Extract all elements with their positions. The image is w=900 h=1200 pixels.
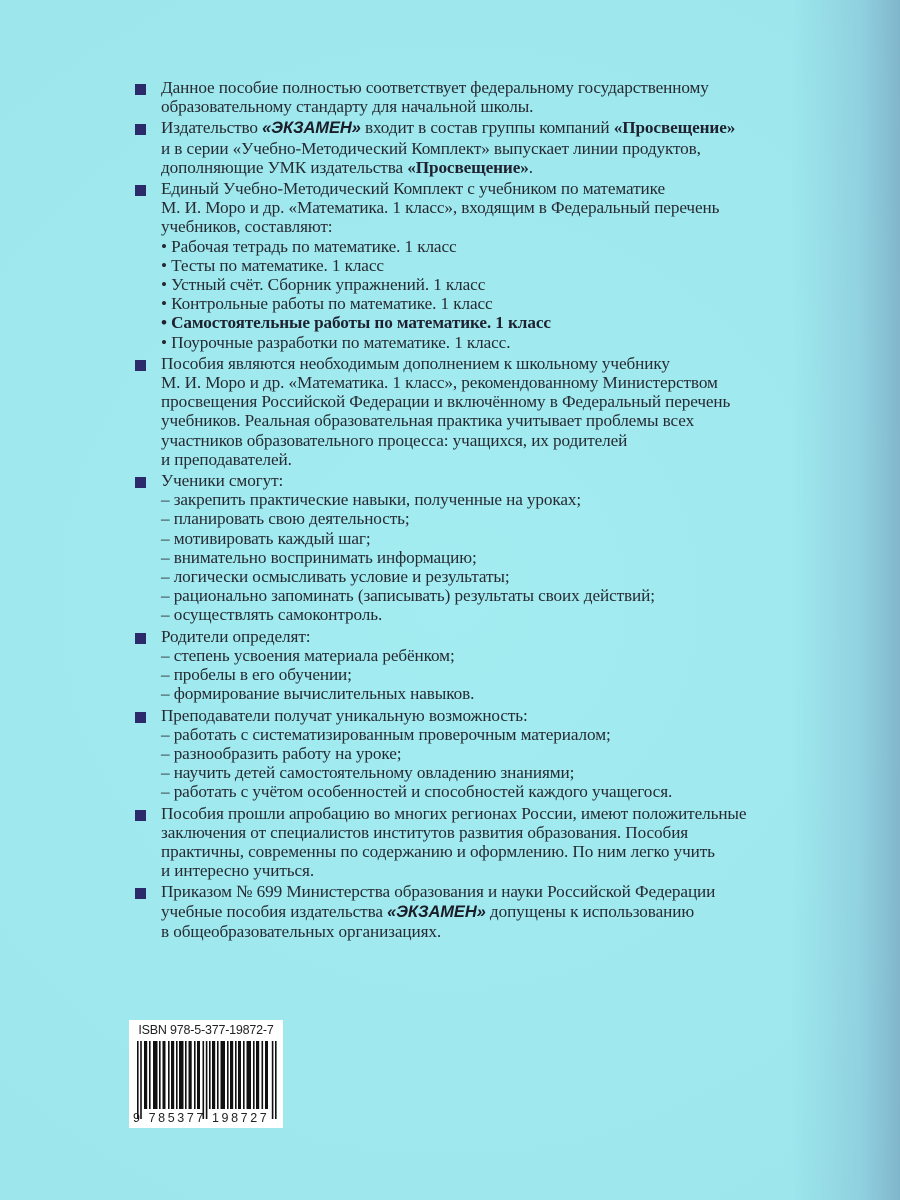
text-line: М. И. Моро и др. «Математика. 1 класс», рекомендованному Министерством (161, 373, 718, 393)
text-line: – научить детей самостоятельному овладению знаниями; (161, 763, 575, 783)
square-bullet-icon (135, 633, 146, 644)
text-line (161, 118, 831, 138)
paragraph-students (131, 471, 831, 625)
paragraph-teachers (131, 706, 831, 802)
text-line: образовательному стандарту для начальной школы. (161, 97, 534, 117)
text-line: – работать с систематизированным проверочным материалом; (161, 724, 611, 744)
list-item: • Поурочные разработки по математике. 1 класс. (161, 333, 831, 352)
square-bullet-icon (135, 888, 146, 899)
text-span: дополняющие УМК издательства (161, 157, 408, 177)
text-line: – закрепить практические навыки, полученные на уроках; (161, 490, 582, 510)
text-line: – осуществлять самоконтроль. (161, 605, 383, 625)
list-item: • Устный счёт. Сборник упражнений. 1 класс (161, 275, 831, 294)
text-span: допущены к использованию (485, 901, 695, 921)
text-line: просвещения Российской Федерации и включённому в Федеральный перечень (161, 392, 731, 412)
text-span: Издательство (161, 118, 263, 138)
barcode-bars-icon (137, 1041, 277, 1119)
text-line: – планировать свою деятельность; (161, 509, 410, 529)
publisher-brand: «ЭКЗАМЕН» (262, 119, 361, 138)
text-line: практичны, современны по содержанию и оформлению. По ним легко учить (161, 841, 715, 861)
text-line (161, 902, 831, 922)
square-bullet-icon (135, 185, 146, 196)
publisher-brand: «ЭКЗАМЕН» (387, 902, 486, 921)
paragraph-approbation (131, 804, 831, 881)
list-item: • Тесты по математике. 1 класс (161, 256, 831, 275)
text-line: Преподаватели получат уникальную возможность: (161, 705, 528, 725)
text-line: – степень усвоения материала ребёнком; (161, 645, 455, 665)
list-item: • Рабочая тетрадь по математике. 1 класс (161, 237, 831, 256)
isbn-label: ISBN 978-5-377-19872-7 (138, 1023, 274, 1037)
square-bullet-icon (135, 712, 146, 723)
text-line: Пособия прошли апробацию во многих регионах России, имеют положительные (161, 803, 747, 823)
text-line: – формирование вычислительных навыков. (161, 684, 475, 704)
square-bullet-icon (135, 477, 146, 488)
ean-digits: 9 785377 198727 (133, 1111, 270, 1125)
square-bullet-icon (135, 360, 146, 371)
text-line (161, 158, 831, 177)
text-line: участников образовательного процесса: учащихся, их родителей (161, 430, 628, 450)
text-line: и преподавателей. (161, 449, 292, 469)
text-line: – мотивировать каждый шаг; (161, 528, 371, 548)
paragraph-supplement (131, 354, 831, 469)
paragraph-parents (131, 627, 831, 704)
text-line: Пособия являются необходимым дополнением к школьному учебнику (161, 353, 670, 373)
text-line: – разнообразить работу на уроке; (161, 743, 402, 763)
square-bullet-icon (135, 84, 146, 95)
text-line: в общеобразовательных организациях. (161, 921, 442, 941)
paragraph-umk-list (131, 179, 831, 352)
text-line: Данное пособие полностью соответствует федеральному государственному (161, 78, 709, 97)
text-line: Приказом № 699 Министерства образования и науки Российской Федерации (161, 882, 716, 902)
square-bullet-icon (135, 810, 146, 821)
text-line: Единый Учебно-Методический Комплект с учебником по математике (161, 179, 665, 199)
prosveshchenie-brand: «Просвещение» (407, 157, 529, 177)
text-line: – логически осмысливать условие и результаты; (161, 567, 510, 587)
list-item-highlighted: • Самостоятельные работы по математике. 1 класс (161, 313, 831, 332)
text-line: Родители определят: (161, 626, 311, 646)
text-line: – рационально запоминать (записывать) результаты своих действий; (161, 586, 655, 606)
text-line: и в серии «Учебно-Методический Комплект» выпускает линии продуктов, (161, 138, 701, 158)
text-line: заключения от специалистов институтов развития образования. Пособия (161, 822, 689, 842)
square-bullet-icon (135, 124, 146, 135)
text-span: входит в состав группы компаний (360, 118, 614, 138)
text-line: учебников. Реальная образовательная практика учитывает проблемы всех (161, 411, 695, 431)
text-line: – работать с учётом особенностей и способностей каждого учащегося. (161, 782, 673, 802)
text-span: учебные пособия издательства (161, 901, 388, 921)
text-line: – внимательно воспринимать информацию; (161, 547, 477, 567)
text-line: – пробелы в его обучении; (161, 665, 352, 685)
paragraph-publisher (131, 118, 831, 177)
text-line: учебников, составляют: (161, 217, 333, 237)
isbn-barcode (129, 1020, 283, 1128)
text-line: Ученики смогут: (161, 471, 284, 491)
text-line: М. И. Моро и др. «Математика. 1 класс», входящим в Федеральный перечень (161, 198, 720, 218)
text-span: . (528, 157, 533, 177)
cover-text (131, 78, 831, 943)
text-line: и интересно учиться. (161, 861, 315, 881)
list-item: • Контрольные работы по математике. 1 класс (161, 294, 831, 313)
paragraph-fgos (131, 78, 831, 116)
paragraph-order-699 (131, 882, 831, 941)
prosveshchenie-brand: «Просвещение» (613, 118, 736, 138)
